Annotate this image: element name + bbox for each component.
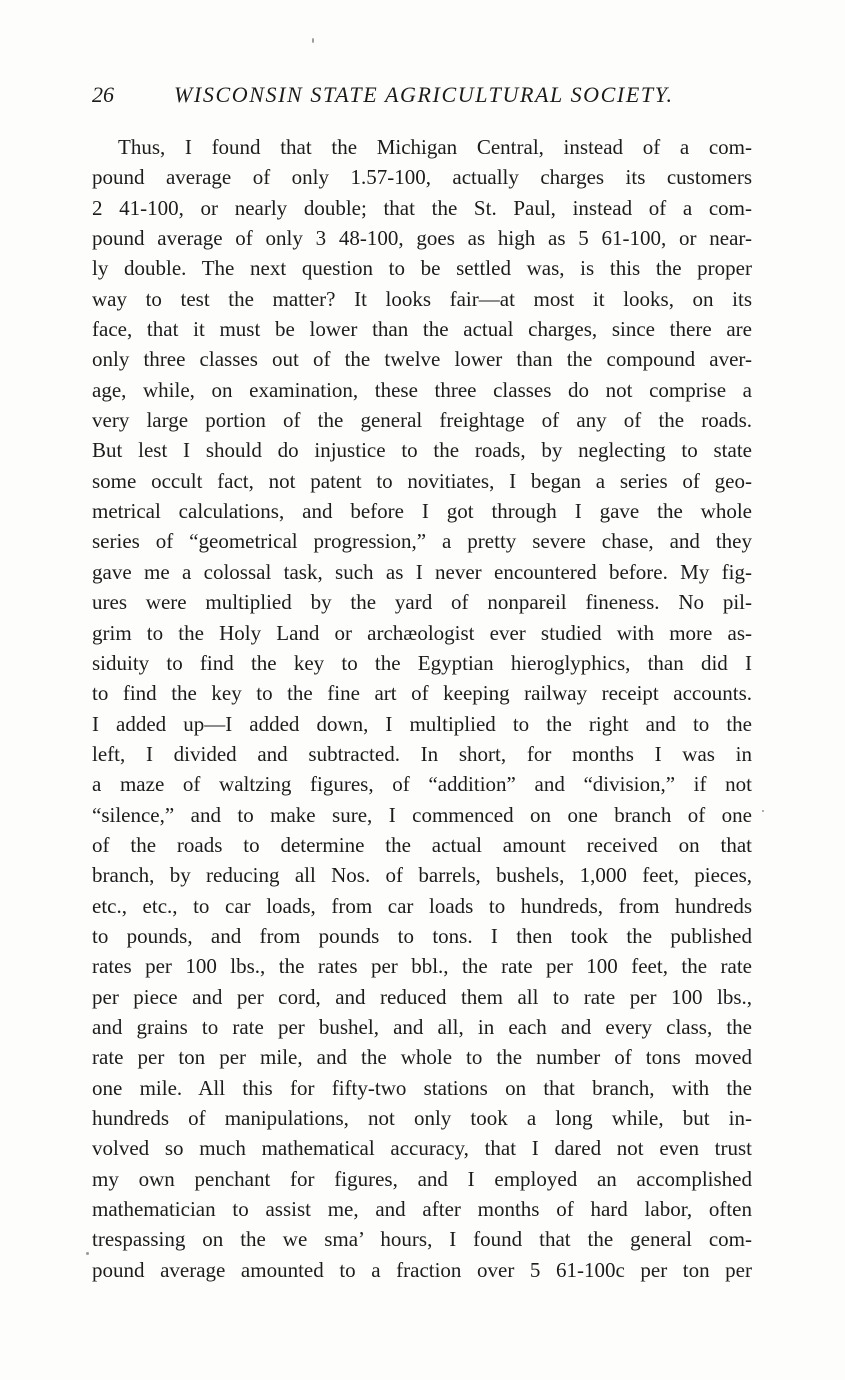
running-title: WISCONSIN STATE AGRICULTURAL SOCIETY. (174, 82, 674, 107)
text-line: face, that it must be lower than the actual charges, since there are (92, 317, 752, 342)
text-line: one mile. All this for fifty-two stations on that branch, with the (92, 1075, 752, 1100)
text-line: siduity to find the key to the Egyptian hieroglyphics, than did I (92, 650, 752, 675)
text-line: a maze of waltzing figures, of “addition” and “division,” if not (92, 772, 752, 797)
text-line: 2 41-100, or nearly double; that the St. Paul, instead of a com- (92, 195, 752, 220)
text-line: rates per 100 lbs., the rates per bbl., the rate per 100 feet, the rate (92, 954, 752, 979)
text-line: per piece and per cord, and reduced them all to rate per 100 lbs., (92, 984, 752, 1009)
page-header (92, 80, 752, 114)
text-line: gave me a colossal task, such as I never encountered before. My fig- (92, 559, 752, 584)
text-line: only three classes out of the twelve lower than the compound aver- (92, 347, 752, 372)
text-line: “silence,” and to make sure, I commenced on one branch of one (92, 802, 752, 827)
text-line: to find the key to the fine art of keeping railway receipt accounts. (92, 681, 752, 706)
text-line: very large portion of the general freightage of any of the roads. (92, 408, 752, 433)
text-line: age, while, on examination, these three classes do not comprise a (92, 377, 752, 402)
text-line: some occult fact, not patent to novitiates, I began a series of geo- (92, 468, 752, 493)
text-line: metrical calculations, and before I got through I gave the whole (92, 499, 752, 524)
text-line: But lest I should do injustice to the roads, by neglecting to state (92, 438, 752, 463)
text-line: pound average amounted to a fraction over 5 61-100c per ton per (92, 1257, 752, 1282)
text-line: to pounds, and from pounds to tons. I then took the published (92, 923, 752, 948)
text-line: ly double. The next question to be settled was, is this the proper (92, 256, 752, 281)
text-line: I added up—I added down, I multiplied to the right and to the (92, 711, 752, 736)
text-line: way to test the matter? It looks fair—at most it looks, on its (92, 286, 752, 311)
text-line: Thus, I found that the Michigan Central, instead of a com- (118, 135, 752, 159)
text-line: volved so much mathematical accuracy, that I dared not even trust (92, 1136, 752, 1161)
text-line: ures were multiplied by the yard of nonpareil fineness. No pil- (92, 590, 752, 615)
text-line: etc., etc., to car loads, from car loads to hundreds, from hundreds (92, 893, 752, 918)
text-line: grim to the Holy Land or archæologist ever studied with more as- (92, 620, 752, 645)
text-line: series of “geometrical progression,” a pretty severe chase, and they (92, 529, 752, 554)
text-line: and grains to rate per bushel, and all, in each and every class, the (92, 1014, 752, 1039)
text-line: pound average of only 3 48-100, goes as high as 5 61-100, or near- (92, 226, 752, 251)
body-text (92, 132, 752, 1285)
text-line: branch, by reducing all Nos. of barrels, bushels, 1,000 feet, pieces, (92, 863, 752, 888)
text-line: mathematician to assist me, and after months of hard labor, often (92, 1197, 752, 1222)
print-speck (312, 38, 314, 43)
text-line: rate per ton per mile, and the whole to the number of tons moved (92, 1045, 752, 1070)
text-line: trespassing on the we sma’ hours, I found that the general com- (92, 1227, 752, 1252)
text-line: of the roads to determine the actual amount received on that (92, 832, 752, 857)
text-line: left, I divided and subtracted. In short, for months I was in (92, 741, 752, 766)
text-line: pound average of only 1.57-100, actually charges its customers (92, 165, 752, 190)
print-speck (86, 1252, 89, 1255)
text-line: hundreds of manipulations, not only took a long while, but in- (92, 1106, 752, 1130)
print-speck (762, 810, 764, 812)
page-number: 26 (92, 82, 114, 107)
text-line: my own penchant for figures, and I employed an accomplished (92, 1166, 752, 1191)
